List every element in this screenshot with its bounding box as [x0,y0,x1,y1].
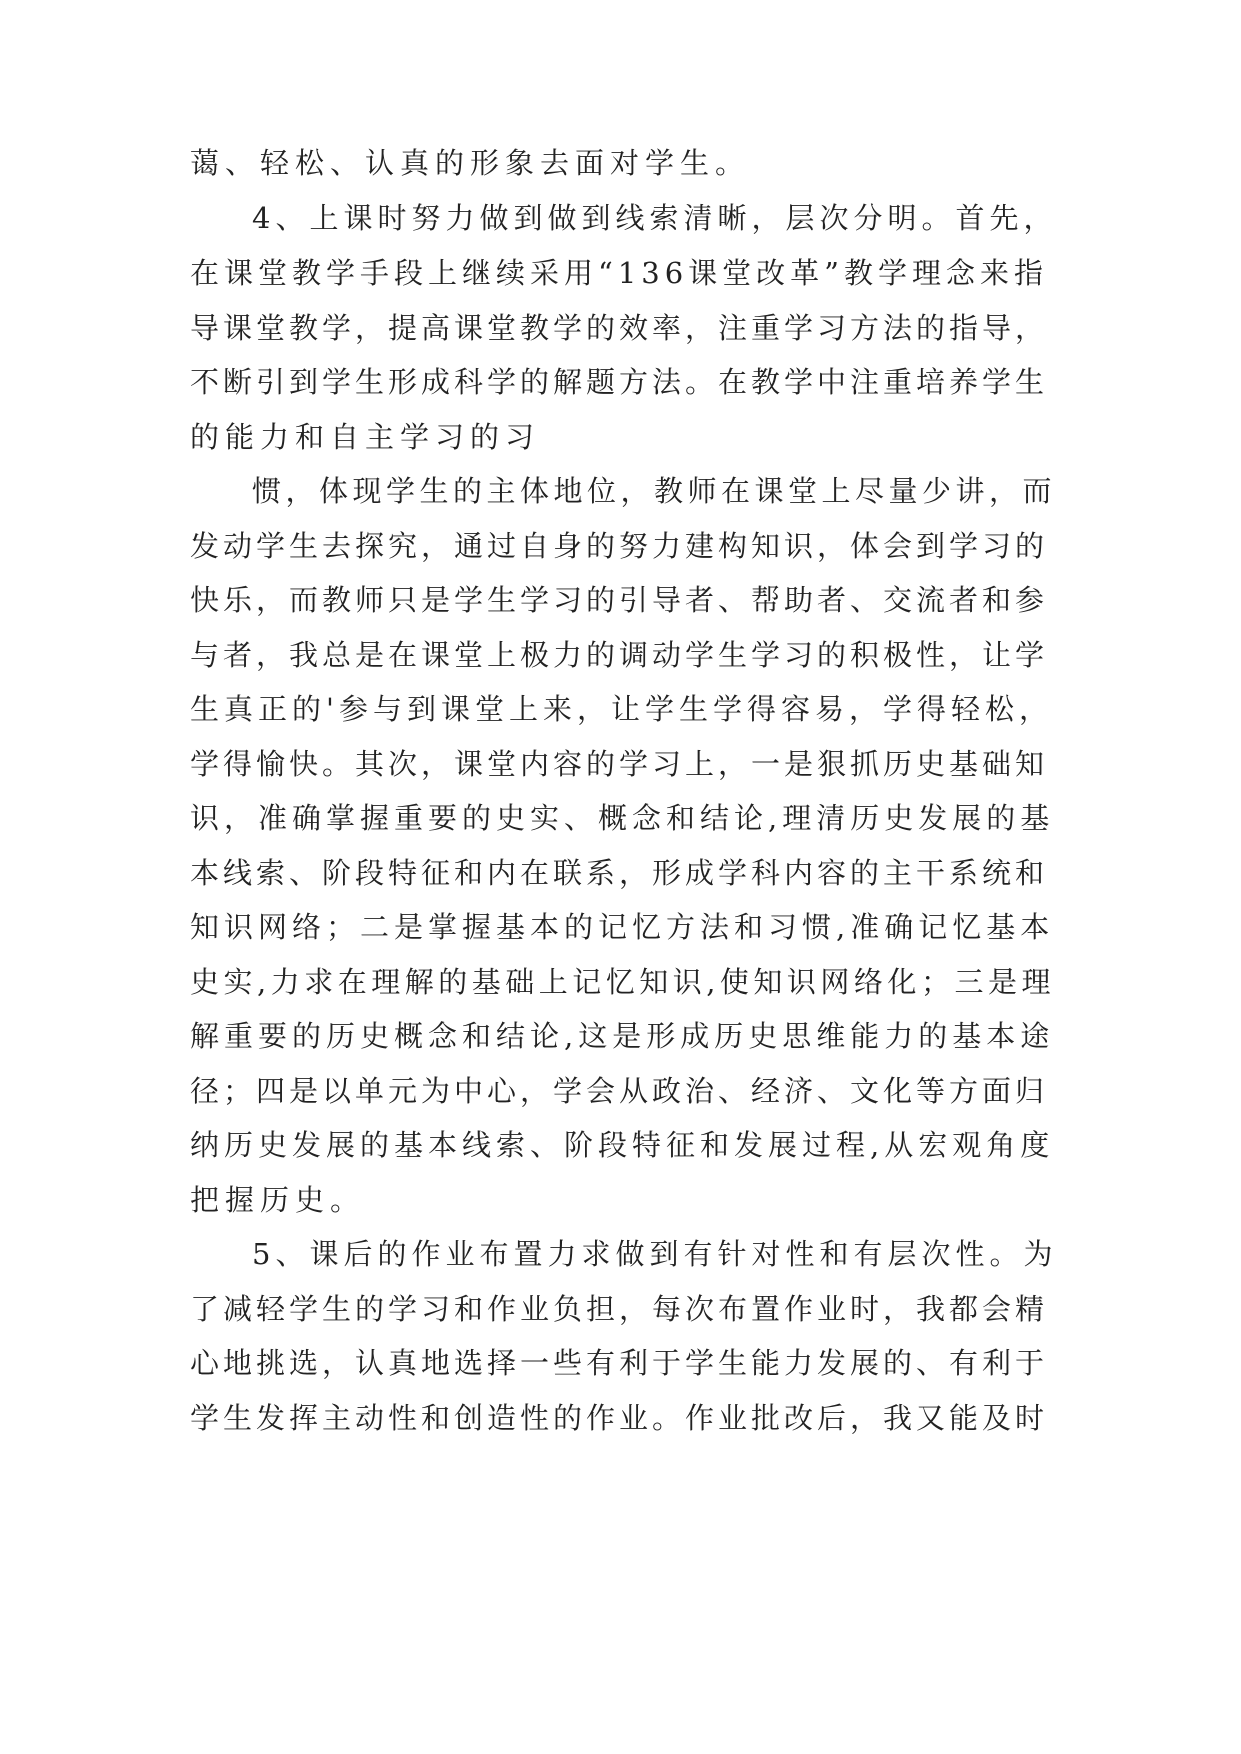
text-line: 的能力和自主学习的习 [190,420,541,454]
text-line: 不断引到学生形成科学的解题方法。在教学中注重培养学生 [190,365,1049,399]
text-line: 知识网络；二是掌握基本的记忆方法和习惯,准确记忆基本 [190,910,1055,944]
text-line: 快乐，而教师只是学生学习的引导者、帮助者、交流者和参 [190,583,1049,617]
text-line: 把握历史。 [190,1183,366,1217]
text-line: 发动学生去探究，通过自身的努力建构知识，体会到学习的 [190,529,1049,563]
text-line: 了减轻学生的学习和作业负担，每次布置作业时，我都会精 [190,1292,1049,1326]
text-line: 史实,力求在理解的基础上记忆知识,使知识网络化；三是理 [190,965,1055,999]
text-line: 纳历史发展的基本线索、阶段特征和发展过程,从宏观角度 [190,1128,1055,1162]
text-line: 径；四是以单元为中心，学会从政治、经济、文化等方面归 [190,1074,1049,1108]
text-line: 学生发挥主动性和创造性的作业。作业批改后，我又能及时 [190,1401,1049,1435]
text-line: 解重要的历史概念和结论,这是形成历史思维能力的基本途 [190,1019,1055,1053]
text-line: 5、课后的作业布置力求做到有针对性和有层次性。为 [252,1237,1058,1271]
text-line: 蔼、轻松、认真的形象去面对学生。 [190,146,751,180]
text-line: 4、上课时努力做到做到线索清晰，层次分明。首先， [252,201,1058,235]
text-line: 在课堂教学手段上继续采用“136课堂改革”教学理念来指 [190,256,1049,290]
text-line: 导课堂教学，提高课堂教学的效率，注重学习方法的指导， [190,311,1049,345]
text-line: 识，准确掌握重要的史实、概念和结论,理清历史发展的基 [190,801,1055,835]
text-line: 与者，我总是在课堂上极力的调动学生学习的积极性，让学 [190,638,1049,672]
text-line: 生真正的'参与到课堂上来，让学生学得容易，学得轻松， [190,692,1053,726]
text-line: 心地挑选，认真地选择一些有利于学生能力发展的、有利于 [190,1346,1049,1380]
text-line: 学得愉快。其次，课堂内容的学习上，一是狠抓历史基础知 [190,747,1049,781]
text-line: 本线索、阶段特征和内在联系，形成学科内容的主干系统和 [190,856,1049,890]
text-line: 惯，体现学生的主体地位，教师在课堂上尽量少讲，而 [252,474,1057,508]
